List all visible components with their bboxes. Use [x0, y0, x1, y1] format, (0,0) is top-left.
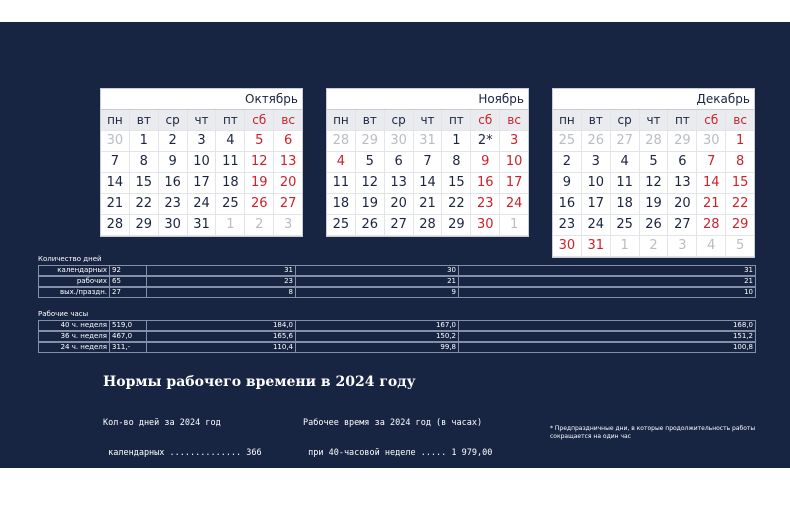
day-cell: 21	[414, 194, 443, 214]
month-value: 30	[296, 266, 459, 275]
day-cell: 4	[327, 152, 356, 172]
week-row	[101, 173, 302, 194]
day-cell: 17	[582, 194, 611, 214]
weekday-label: сб	[697, 110, 726, 130]
week-row	[327, 152, 528, 173]
month-value: 168,0	[732, 321, 753, 329]
day-cell: 26	[245, 194, 274, 214]
month-value: 23	[147, 277, 296, 286]
row-label: 24 ч. неделя	[39, 343, 110, 352]
row-label: 40 ч. неделя	[39, 321, 110, 330]
day-cell: 12	[640, 173, 669, 193]
weekday-label: пн	[101, 110, 130, 130]
day-cell: 1	[216, 215, 245, 235]
day-cell: 1	[442, 131, 471, 151]
norms-hours-line: при 24-часовой неделе ..... 1 185,40	[303, 508, 493, 518]
day-cell: 9	[553, 173, 582, 193]
day-cell: 30	[101, 131, 130, 151]
row-total: 65	[110, 277, 147, 286]
weekday-header	[101, 110, 302, 131]
month-value: 99,8	[296, 343, 459, 352]
day-cell: 24	[582, 215, 611, 235]
weekday-label: вс	[507, 113, 521, 127]
month-weeks	[327, 131, 528, 236]
day-cell: 7	[101, 152, 130, 172]
row-label: вых./праздн.	[39, 288, 110, 297]
day-cell: 19	[245, 173, 274, 193]
day-cell: 30	[471, 215, 500, 235]
hours-section-title: Рабочие часы	[38, 310, 89, 318]
day-cell: 10	[505, 154, 523, 169]
day-cell: 14	[101, 173, 130, 193]
day-cell: 16	[471, 173, 500, 193]
day-cell: 7	[414, 152, 443, 172]
day-cell: 28	[101, 215, 130, 235]
day-cell: 28	[327, 131, 356, 151]
month-december	[552, 88, 755, 258]
day-cell: 16	[553, 194, 582, 214]
day-cell: 25	[327, 215, 356, 235]
day-cell: 18	[327, 194, 356, 214]
row-total: 92	[110, 266, 147, 275]
day-cell: 20	[279, 175, 297, 190]
norms-days-line: Кол-во дней за 2024 год	[103, 418, 221, 428]
weekday-label: вт	[356, 110, 385, 130]
day-cell: 1	[130, 131, 159, 151]
day-cell: 6	[385, 152, 414, 172]
weekday-label: пт	[216, 110, 245, 130]
day-cell: 6	[283, 133, 293, 148]
day-cell: 26	[356, 215, 385, 235]
day-cell: 2	[640, 236, 669, 256]
day-cell: 23	[553, 215, 582, 235]
day-cell: 15	[442, 173, 471, 193]
day-cell: 17	[188, 173, 217, 193]
day-cell: 31	[188, 215, 217, 235]
weekday-label: вт	[582, 110, 611, 130]
day-cell: 2	[245, 215, 274, 235]
norms-days-block	[103, 398, 262, 528]
day-cell: 22	[731, 196, 749, 211]
day-cell: 2	[159, 131, 188, 151]
week-row	[553, 131, 754, 152]
weekday-label: ср	[385, 110, 414, 130]
day-cell: 9	[471, 152, 500, 172]
day-cell: 13	[385, 173, 414, 193]
row-total: 27	[110, 288, 147, 297]
norms-days-line: выходных/праздничных .... 118	[103, 508, 257, 518]
stats-row	[38, 287, 756, 298]
week-row	[101, 152, 302, 173]
weekday-label: пт	[442, 110, 471, 130]
day-cell: 15	[130, 173, 159, 193]
day-cell: 5	[245, 131, 274, 151]
day-cell: 28	[414, 215, 443, 235]
day-cell: 4	[611, 152, 640, 172]
day-cell: 3	[283, 217, 293, 232]
month-title: Октябрь	[101, 89, 302, 110]
day-cell: 10	[188, 152, 217, 172]
day-cell: 30	[159, 215, 188, 235]
day-cell: 10	[582, 173, 611, 193]
month-november	[326, 88, 529, 237]
day-cell: 27	[279, 196, 297, 211]
weekday-label: сб	[245, 110, 274, 130]
row-total: 467,0	[110, 332, 147, 341]
day-cell: 19	[356, 194, 385, 214]
month-value: 150,2	[296, 332, 459, 341]
days-section-title: Количество дней	[38, 255, 102, 263]
weekday-header	[553, 110, 754, 131]
day-cell: 1	[611, 236, 640, 256]
norms-days-line: календарных .............. 366	[103, 448, 262, 458]
day-cell: 20	[668, 194, 697, 214]
stats-row	[38, 265, 756, 276]
week-row	[553, 194, 754, 215]
norms-hours-line: при 36-часовой неделе ..... 1 780,60	[303, 478, 493, 488]
month-weeks	[553, 131, 754, 257]
day-cell: 23	[471, 194, 500, 214]
weekday-header	[327, 110, 528, 131]
week-row	[101, 131, 302, 152]
stats-row	[38, 320, 756, 331]
week-row	[553, 236, 754, 257]
month-value: 31	[147, 266, 296, 275]
day-cell: 24	[505, 196, 523, 211]
norms-days-line: рабочие дни ............. 248	[103, 478, 262, 488]
day-cell: 8	[130, 152, 159, 172]
day-cell: 12	[356, 173, 385, 193]
month-value: 8	[147, 288, 296, 297]
weekday-label: ср	[611, 110, 640, 130]
row-total: 519,0	[110, 321, 147, 330]
month-value: 31	[744, 266, 753, 274]
row-label: календарных	[39, 266, 110, 275]
day-cell: 2	[553, 152, 582, 172]
month-title: Ноябрь	[327, 89, 528, 110]
month-value: 167,0	[296, 321, 459, 330]
month-value: 21	[744, 277, 753, 285]
weekday-label: ср	[159, 110, 188, 130]
day-cell: 9	[159, 152, 188, 172]
weekday-label: пн	[327, 110, 356, 130]
day-cell: 29	[130, 215, 159, 235]
day-cell: 13	[668, 173, 697, 193]
week-row	[553, 152, 754, 173]
day-cell: 7	[697, 152, 726, 172]
day-cell: 26	[582, 131, 611, 151]
day-cell: 13	[279, 154, 297, 169]
weekday-label: вт	[130, 110, 159, 130]
norms-title: Нормы рабочего времени в 2024 году	[103, 374, 416, 390]
month-value: 100,8	[732, 343, 753, 351]
day-cell: 3	[668, 236, 697, 256]
day-cell: 22	[442, 194, 471, 214]
day-cell: 21	[697, 194, 726, 214]
day-cell: 17	[505, 175, 523, 190]
week-row	[553, 173, 754, 194]
day-cell: 24	[188, 194, 217, 214]
day-cell: 30	[385, 131, 414, 151]
row-total: 311,-	[110, 343, 147, 352]
day-cell: 2*	[471, 131, 500, 151]
day-cell: 29	[668, 131, 697, 151]
week-row	[327, 131, 528, 152]
weekday-label: сб	[471, 110, 500, 130]
day-cell: 30	[553, 236, 582, 256]
stats-row	[38, 342, 756, 353]
month-value: 184,0	[147, 321, 296, 330]
weekday-label: пт	[668, 110, 697, 130]
day-cell: 29	[356, 131, 385, 151]
row-label: рабочих	[39, 277, 110, 286]
week-row	[327, 215, 528, 236]
day-cell: 21	[101, 194, 130, 214]
day-cell: 14	[697, 173, 726, 193]
day-cell: 29	[731, 217, 749, 232]
day-cell: 18	[611, 194, 640, 214]
footnote: * Предпраздничные дни, в которые продолжительность работы сокращается на один час	[550, 425, 756, 440]
day-cell: 6	[668, 152, 697, 172]
day-cell: 4	[216, 131, 245, 151]
day-cell: 26	[640, 215, 669, 235]
week-row	[101, 215, 302, 236]
day-cell: 16	[159, 173, 188, 193]
day-cell: 18	[216, 173, 245, 193]
day-cell: 28	[697, 215, 726, 235]
day-cell: 22	[130, 194, 159, 214]
stats-row	[38, 331, 756, 342]
norms-hours-block	[303, 398, 492, 528]
day-cell: 31	[414, 131, 443, 151]
month-october	[100, 88, 303, 237]
day-cell: 27	[611, 131, 640, 151]
day-cell: 8	[735, 154, 745, 169]
month-value: 165,6	[147, 332, 296, 341]
day-cell: 1	[735, 133, 745, 148]
month-value: 110,4	[147, 343, 296, 352]
day-cell: 29	[442, 215, 471, 235]
month-value: 10	[744, 288, 753, 296]
day-cell: 28	[640, 131, 669, 151]
norms-hours-line: Рабочее время за 2024 год (в часах)	[303, 418, 483, 428]
day-cell: 23	[159, 194, 188, 214]
weekday-label: чт	[640, 110, 669, 130]
month-value: 151,2	[732, 332, 753, 340]
day-cell: 27	[668, 215, 697, 235]
week-row	[327, 173, 528, 194]
stats-row	[38, 276, 756, 287]
week-row	[327, 194, 528, 215]
day-cell: 5	[356, 152, 385, 172]
day-cell: 20	[385, 194, 414, 214]
day-cell: 5	[735, 238, 745, 253]
month-value: 9	[296, 288, 459, 297]
weekday-label: чт	[414, 110, 443, 130]
day-cell: 14	[414, 173, 443, 193]
day-cell: 31	[582, 236, 611, 256]
day-cell: 25	[611, 215, 640, 235]
month-weeks	[101, 131, 302, 236]
day-cell: 3	[582, 152, 611, 172]
row-label: 36 ч. неделя	[39, 332, 110, 341]
weekday-label: вс	[281, 113, 295, 127]
day-cell: 1	[509, 217, 519, 232]
day-cell: 4	[697, 236, 726, 256]
day-cell: 30	[697, 131, 726, 151]
month-title: Декабрь	[553, 89, 754, 110]
day-cell: 25	[553, 131, 582, 151]
month-value: 21	[296, 277, 459, 286]
weekday-label: вс	[733, 113, 747, 127]
day-cell: 3	[509, 133, 519, 148]
day-cell: 11	[611, 173, 640, 193]
day-cell: 8	[442, 152, 471, 172]
day-cell: 25	[216, 194, 245, 214]
day-cell: 15	[731, 175, 749, 190]
norms-hours-line: при 40-часовой неделе ..... 1 979,00	[303, 448, 493, 458]
week-row	[553, 215, 754, 236]
day-cell: 12	[245, 152, 274, 172]
weekday-label: чт	[188, 110, 217, 130]
day-cell: 27	[385, 215, 414, 235]
week-row	[101, 194, 302, 215]
day-cell: 19	[640, 194, 669, 214]
day-cell: 11	[327, 173, 356, 193]
day-cell: 3	[188, 131, 217, 151]
day-cell: 5	[640, 152, 669, 172]
day-cell: 11	[216, 152, 245, 172]
weekday-label: пн	[553, 110, 582, 130]
